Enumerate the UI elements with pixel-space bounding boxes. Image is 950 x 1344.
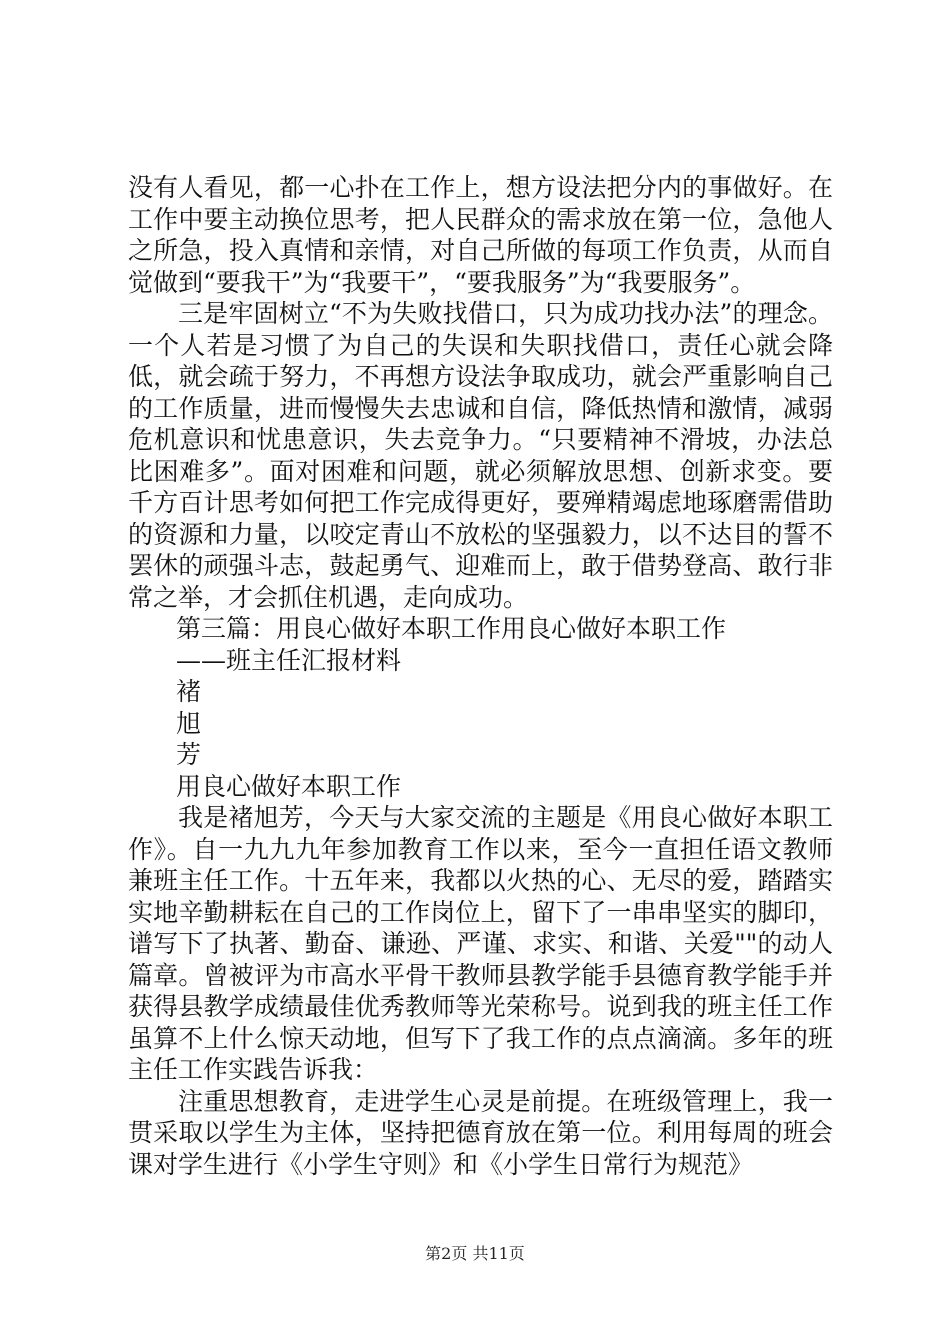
paragraph: 三是牢固树立“不为失败找借口，只为成功找办法”的理念。一个人若是习惯了为自己的失误和失职找借口，责任心就会降低，就会疏于努力，不再想方设法争取成功，就会严重影响自己的工作质量，进而慢慢失去忠诚和自信，降低热情和激情，减弱危机意识和忧患意识，失去竞争力。“只要精神不滑坡，办法总比困难多”。面对困难和问题，就必须解放思想、创新求变。要千方百计思考如何把工作完成得更好，要殚精竭虑地琢磨需借助的资源和力量，以咬定青山不放松的坚强毅力，以不达目的誓不罢休的顽强斗志，鼓起勇气、迎难而上，敢于借势登高、敢行非常之举，才会抓住机遇，走向成功。 — [128, 299, 833, 612]
author-name-char: 褚 — [176, 677, 202, 706]
paragraph: 注重思想教育，走进学生心灵是前提。在班级管理上，我一贯采取以学生为主体，坚持把德育放在第一位。利用每周的班会课对学生进行《小学生守则》和《小学生日常行为规范》 — [128, 1086, 833, 1179]
paragraph: 没有人看见，都一心扑在工作上，想方设法把分内的事做好。在工作中要主动换位思考，把人民群众的需求放在第一位，急他人之所急，投入真情和亲情，对自己所做的每项工作负责，从而自觉做到“要我干”为“我要干”，“要我服务”为“我要服务”。 — [128, 173, 833, 297]
section-subtitle: ——班主任汇报材料 — [176, 645, 402, 675]
author-name-char: 芳 — [176, 740, 202, 769]
document-body — [128, 172, 833, 1180]
section-title: 第三篇：用良心做好本职工作用良心做好本职工作 — [176, 614, 727, 643]
author-name-char: 旭 — [176, 708, 202, 738]
page-number-footer: 第2页 共11页 — [425, 1244, 525, 1263]
paragraph: 我是褚旭芳，今天与大家交流的主题是《用良心做好本职工作》。自一九九九年参加教育工作以来，至今一直担任语文教师兼班主任工作。十五年来，我都以火热的心、无尽的爱，踏踏实实地辛勤耕耘在自己的工作岗位上，留下了一串串坚实的脚印，谱写下了执著、勤奋、谦逊、严谨、求实、和谐、关爱""的动人篇章。曾被评为市高水平骨干教师县教学能手县德育教学能手并获得县教学成绩最佳优秀教师等光荣称号。说到我的班主任工作虽算不上什么惊天动地，但写下了我工作的点点滴滴。多年的班主任工作实践告诉我： — [128, 803, 833, 1084]
section-heading: 用良心做好本职工作 — [176, 771, 402, 801]
